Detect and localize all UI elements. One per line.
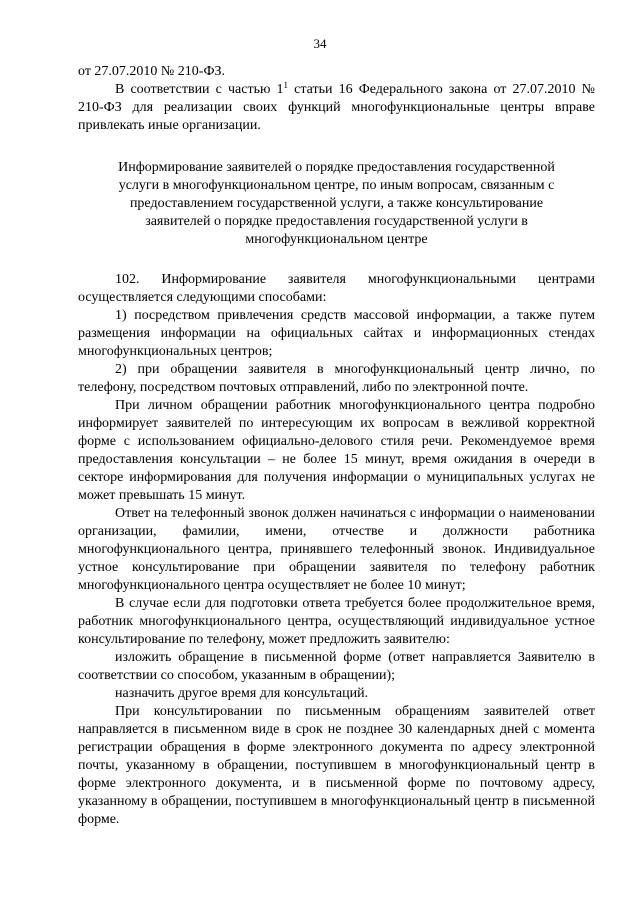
heading-line: предоставлением государственной услуги, а также консультирование <box>129 196 544 211</box>
paragraph-102: 102. Информирование заявителя многофункциональными центрами осуществляется следующими способами: <box>78 272 595 305</box>
paragraph-phone-call: Ответ на телефонный звонок должен начинаться с информации о наименовании организации, фамилии, имени, отчестве и должности работника многофункционального центра, принявшего телефонный звонок. Индивидуальное устное консультирование при обращении заявителя по телефону работник многофункционального центра осуществляет не более 10 минут; <box>78 506 595 593</box>
paragraph-written-option: изложить обращение в письменной форме (ответ направляется Заявителю в соответствии со способом, указанным в обращении); <box>78 650 595 683</box>
paragraph-part-post: статьи 16 Федерального закона от 27.07.2010 № 210-ФЗ для реализации своих функций многофункциональные центры вправе привлекать иные организации. <box>78 82 595 133</box>
heading-line: услуги в многофункциональном центре, по иным вопросам, связанным с <box>118 178 555 193</box>
paragraph-item-2: 2) при обращении заявителя в многофункциональный центр лично, по телефону, посредством почтовых отправлений, либо по электронной почте. <box>78 362 595 395</box>
paragraph-continuation: от 27.07.2010 № 210-ФЗ. <box>78 64 226 79</box>
paragraph-item-1: 1) посредством привлечения средств массовой информации, а также путем размещения информации на официальных сайтах и информационных стендах многофункциональных центров; <box>78 308 595 359</box>
paragraph-personal-visit: При личном обращении работник многофункционального центра подробно информирует заявителей по интересующим их вопросам в вежливой корректной форме с использованием официально-делового стиля речи. Рекомендуемое время предоставления консультации – не более 15 минут, время ожидания в очереди в секторе информирования для получения информации о муниципальных услугах не может превышать 15 минут. <box>78 398 595 503</box>
paragraph-longer-answer: В случае если для подготовки ответа требуется более продолжительное время, работник многофункционального центра, осуществляющий индивидуальное устное консультирование по телефону, может предложить заявителю: <box>78 596 595 647</box>
superscript: 1 <box>283 80 289 90</box>
paragraph-part-1-1 <box>78 81 595 135</box>
heading-line: заявителей о порядке предоставления государственной услуги в <box>145 214 528 229</box>
paragraph-written-requests: При консультировании по письменным обращениям заявителей ответ направляется в письменном виде в срок не позднее 30 календарных дней с момента регистрации обращения в форме электронного документа по адресу электронной почты, указанному в обращении, поступившем в многофункциональный центр в форме электронного документа, и в письменной форме по почтовому адресу, указанному в обращении, поступившем в многофункциональный центр в письменной форме. <box>78 704 595 827</box>
document-body <box>78 63 595 829</box>
paragraph-part-pre: В соответствии с частью 1 <box>115 82 284 97</box>
paragraph-other-time: назначить другое время для консультаций. <box>115 686 369 701</box>
section-heading <box>82 159 591 249</box>
heading-line: Информирование заявителей о порядке предоставления государственной <box>118 160 555 175</box>
heading-line: многофункциональном центре <box>245 232 428 247</box>
page-number: 34 <box>313 36 327 51</box>
